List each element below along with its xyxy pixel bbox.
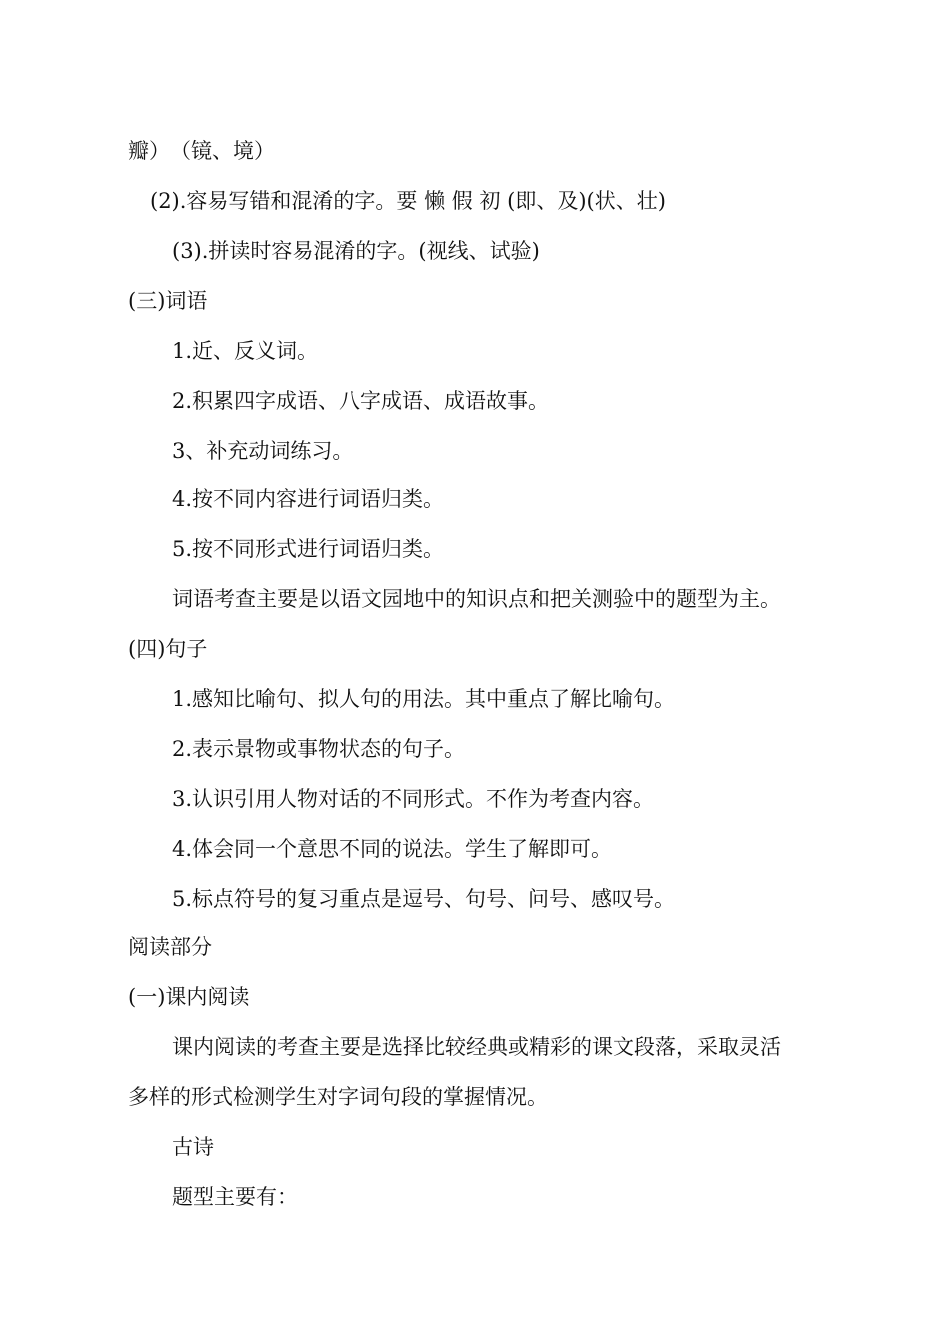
subsection-heading-ancient-poems: 古诗 [172,1135,214,1159]
paragraph: 词语考查主要是以语文园地中的知识点和把关测验中的题型为主。 [172,587,781,611]
list-item: 2.积累四字成语、八字成语、成语故事。 [172,389,550,413]
list-item: 3、补充动词练习。 [172,439,354,463]
section-heading-sentences: (四)句子 [128,637,208,661]
section-heading-words: (三)词语 [128,289,208,313]
paragraph: 题型主要有： [172,1185,298,1209]
list-item: 2.表示景物或事物状态的句子。 [172,737,466,761]
subsection-heading-in-class-reading: (一)课内阅读 [128,985,250,1009]
list-item: 5.按不同形式进行词语归类。 [172,537,445,561]
paragraph-continuation: 多样的形式检测学生对字词句段的掌握情况。 [128,1085,548,1109]
text-line-fragment: 瓣） （镜、境） [128,139,275,163]
list-item: 4.按不同内容进行词语归类。 [172,487,445,511]
text-line-confusable-chars: (2).容易写错和混淆的字。要 懒 假 初 (即、及)(状、壮) [150,189,666,213]
section-heading-reading: 阅读部分 [128,935,212,959]
list-item: 3.认识引用人物对话的不同形式。不作为考查内容。 [172,787,655,811]
list-item: 1.近、反义词。 [172,339,319,363]
list-item: 4.体会同一个意思不同的说法。学生了解即可。 [172,837,613,861]
paragraph: 课内阅读的考查主要是选择比较经典或精彩的课文段落，采取灵活 [172,1035,781,1059]
list-item: 5.标点符号的复习重点是逗号、句号、问号、感叹号。 [172,887,676,911]
list-item: 1.感知比喻句、拟人句的用法。其中重点了解比喻句。 [172,687,676,711]
text-line-pinyin-confusion: (3).拼读时容易混淆的字。(视线、试验) [172,239,540,263]
